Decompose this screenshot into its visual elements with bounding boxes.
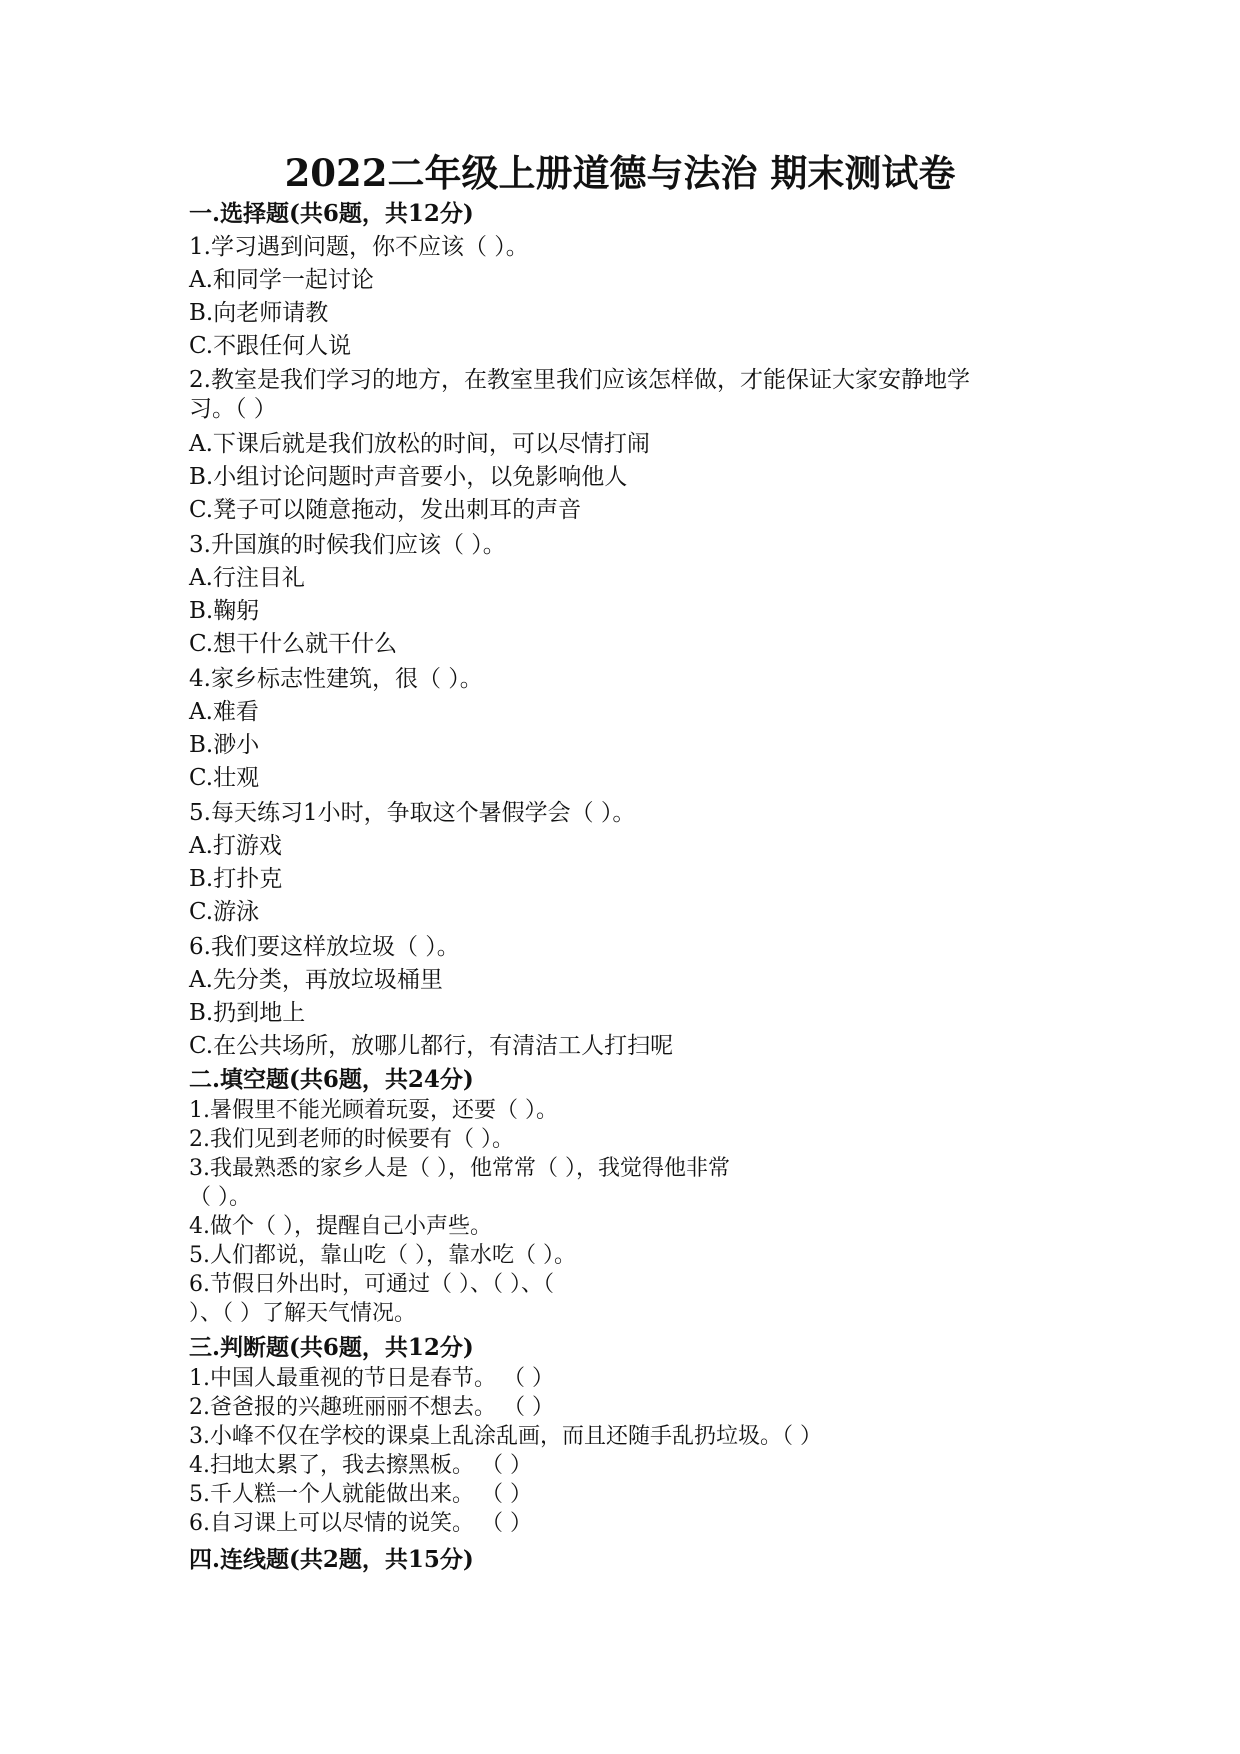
question-line: 2.爸爸报的兴趣班丽丽不想去。 （ ） <box>189 1395 554 1420</box>
option-line: B.渺小 <box>189 732 260 758</box>
option-line: B.鞠躬 <box>189 598 260 624</box>
question-line: 5.每天练习1小时，争取这个暑假学会（ ）。 <box>189 800 636 826</box>
option-line: B.小组讨论问题时声音要小，以免影响他人 <box>189 464 628 490</box>
option-line: A.难看 <box>189 699 259 725</box>
option-line: B.打扑克 <box>189 866 283 892</box>
question-line: 6.自习课上可以尽情的说笑。 （ ） <box>189 1511 532 1536</box>
section-heading-match: 四.连线题(共2题，共15分) <box>189 1546 474 1573</box>
option-line: C.想干什么就干什么 <box>189 631 398 657</box>
question-line: 2.教室是我们学习的地方，在教室里我们应该怎样做，才能保证大家安静地学 <box>189 367 970 393</box>
question-line: 5.人们都说，靠山吃（ ），靠水吃（ ）。 <box>189 1243 576 1268</box>
option-line: C.凳子可以随意拖动，发出刺耳的声音 <box>189 497 582 523</box>
section-heading-fill: 二.填空题(共6题，共24分) <box>189 1066 474 1093</box>
option-line: B.向老师请教 <box>189 300 329 326</box>
section-heading-choice: 一.选择题(共6题，共12分) <box>189 200 474 227</box>
question-line: 4.家乡标志性建筑，很（ ）。 <box>189 666 483 692</box>
question-line: 4.扫地太累了，我去擦黑板。 （ ） <box>189 1453 532 1478</box>
question-line: （ ）。 <box>189 1185 251 1210</box>
option-line: C.游泳 <box>189 899 260 925</box>
question-line: 1.中国人最重视的节日是春节。 （ ） <box>189 1366 554 1391</box>
question-line: 3.小峰不仅在学校的课桌上乱涂乱画，而且还随手乱扔垃圾。（ ） <box>189 1424 822 1449</box>
question-line: 6.我们要这样放垃圾（ ）。 <box>189 934 460 960</box>
question-line: 1.暑假里不能光顾着玩耍，还要（ ）。 <box>189 1098 558 1123</box>
question-line: 习。（ ） <box>189 396 277 422</box>
question-line: 1.学习遇到问题，你不应该（ ）。 <box>189 234 529 260</box>
question-line: 5.千人糕一个人就能做出来。 （ ） <box>189 1482 532 1507</box>
option-line: A.和同学一起讨论 <box>189 267 374 293</box>
question-line: 6.节假日外出时，可通过（ ）、（ ）、（ <box>189 1272 554 1297</box>
section-heading-judge: 三.判断题(共6题，共12分) <box>189 1334 474 1361</box>
option-line: C.壮观 <box>189 765 260 791</box>
question-line: 2.我们见到老师的时候要有（ ）。 <box>189 1127 514 1152</box>
option-line: A.下课后就是我们放松的时间，可以尽情打闹 <box>189 431 650 457</box>
option-line: A.先分类，再放垃圾桶里 <box>189 967 443 993</box>
question-line: ）、（ ）了解天气情况。 <box>189 1301 416 1326</box>
question-line: 3.升国旗的时候我们应该（ ）。 <box>189 532 506 558</box>
option-line: A.打游戏 <box>189 833 282 859</box>
page-title: 2022二年级上册道德与法治 期末测试卷 <box>284 151 956 195</box>
question-line: 3.我最熟悉的家乡人是（ ），他常常（ ），我觉得他非常 <box>189 1156 730 1181</box>
option-line: A.行注目礼 <box>189 565 305 591</box>
option-line: C.在公共场所，放哪儿都行，有清洁工人打扫呢 <box>189 1033 674 1059</box>
question-line: 4.做个（ ），提醒自己小声些。 <box>189 1214 492 1239</box>
option-line: C.不跟任何人说 <box>189 333 352 359</box>
option-line: B.扔到地上 <box>189 1000 306 1026</box>
